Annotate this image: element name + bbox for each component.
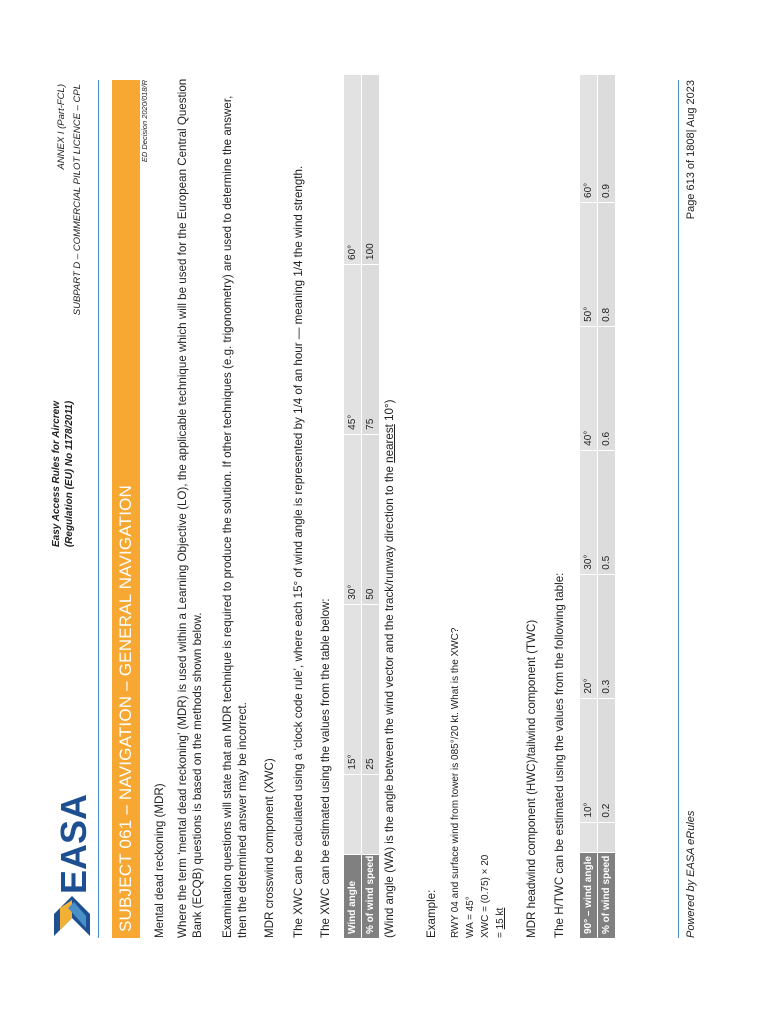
header-annex-line2: SUBPART D – COMMERCIAL PILOT LICENCE – CPL: [72, 84, 83, 316]
table-header-cell: Wind angle: [344, 854, 362, 938]
example-result-prefix: =: [495, 929, 506, 938]
example-line-4: [494, 908, 507, 938]
htwc-table: [580, 74, 615, 938]
header-divider: [98, 80, 99, 938]
table-header-cell: 90° – wind angle: [580, 852, 598, 938]
table-cell: 10°: [580, 698, 598, 822]
table-cell: 60°: [580, 75, 598, 203]
table-cell: 15°: [344, 604, 362, 774]
logo-wordmark: EASA: [53, 793, 94, 894]
table-header-cell: % of wind speed: [362, 854, 380, 938]
example-line-1: RWY 04 and surface wind from tower is 085°/20 kt. What is the XWC?: [450, 627, 461, 938]
table-cell: 0.6: [598, 326, 616, 450]
example-line-2: WA = 45°: [465, 896, 476, 938]
section-heading-mdr: Mental dead reckoning (MDR): [153, 783, 166, 938]
xwc-table: [344, 74, 379, 938]
example-result-value: 15 kt: [495, 907, 506, 930]
header-annex-line1: ANNEX I (Part-FCL): [56, 84, 67, 170]
paragraph-clock-code: The XWC can be calculated using a ‘clock code rule’, where each 15° of wind angle is represented by 1/4 of an hour — meaning 1/4 the wind strength.: [292, 165, 305, 938]
easa-logo: [46, 778, 96, 938]
table-cell: 75: [362, 264, 380, 434]
table-spacer-cell: [598, 822, 616, 852]
table-cell: 0.9: [598, 75, 616, 203]
footer-powered-by: Powered by EASA eRules: [685, 810, 697, 938]
table-cell: 30°: [580, 450, 598, 574]
example-line-3: XWC = (0.75) × 20: [480, 854, 491, 938]
table-cell: 50: [362, 434, 380, 604]
table-cell: 0.3: [598, 574, 616, 698]
table-cell: 100: [362, 75, 380, 265]
table-cell: 0.5: [598, 450, 616, 574]
subject-title-bar: SUBJECT 061 – NAVIGATION – GENERAL NAVIGATION: [112, 80, 140, 938]
paragraph-htwc-table-intro: The H/TWC can be estimated using the values from the following table:: [553, 572, 566, 938]
table-spacer-cell: [580, 822, 598, 852]
example-label: Example:: [425, 889, 438, 938]
header-title-line1: Easy Access Rules for Aircrew: [51, 401, 62, 548]
table-spacer-cell: [344, 774, 362, 854]
wind-angle-text-end: 10°): [383, 399, 396, 425]
footer-divider: [678, 80, 679, 938]
table-cell: 45°: [344, 264, 362, 434]
wind-angle-text-start: (Wind angle (WA) is the angle between the wind vector and the track/runway direction to the: [383, 462, 396, 938]
footer-page-number: Page 613 of 1808| Aug 2023: [685, 80, 697, 220]
paragraph-wind-angle-definition: [382, 400, 397, 938]
table-cell: 60°: [344, 75, 362, 265]
table-row: [580, 75, 598, 939]
table-row: [344, 75, 362, 939]
wind-angle-text-underlined: nearest: [383, 424, 396, 463]
paragraph-xwc-table-intro: The XWC can be estimated using the values from the table below:: [319, 598, 332, 938]
table-header-cell: % of wind speed: [598, 852, 616, 938]
section-heading-xwc: MDR crosswind component (XWC): [263, 758, 276, 938]
decision-reference: ED Decision 2020/018/R: [140, 80, 149, 163]
table-cell: 50°: [580, 202, 598, 326]
table-row: [362, 75, 380, 939]
table-cell: 30°: [344, 434, 362, 604]
table-cell: 40°: [580, 326, 598, 450]
paragraph-mdr-intro: Where the term ‘mental dead reckoning’ (MDR) is used within a Learning Objective (LO), the applicable technique which will be used for the European Central Question Bank (ECQB) questions is based on the methods shown below.: [176, 78, 204, 938]
paragraph-exam-note: Examination questions will state that an MDR technique is required to produce the solution. If other techniques (e.g. trigonometry) are used to determine the answer, then the determined answer may be incorrect.: [221, 95, 249, 938]
table-cell: 20°: [580, 574, 598, 698]
section-heading-htwc: MDR headwind component (HWC)/tailwind component (TWC): [525, 619, 538, 938]
header-annex: [54, 84, 86, 384]
table-cell: 25: [362, 604, 380, 774]
table-row: [598, 75, 616, 939]
table-cell: 0.2: [598, 698, 616, 822]
table-cell: 0.8: [598, 202, 616, 326]
header-title-line2: (Regulation (EU) No 1178/2011): [64, 400, 75, 548]
table-spacer-cell: [362, 774, 380, 854]
